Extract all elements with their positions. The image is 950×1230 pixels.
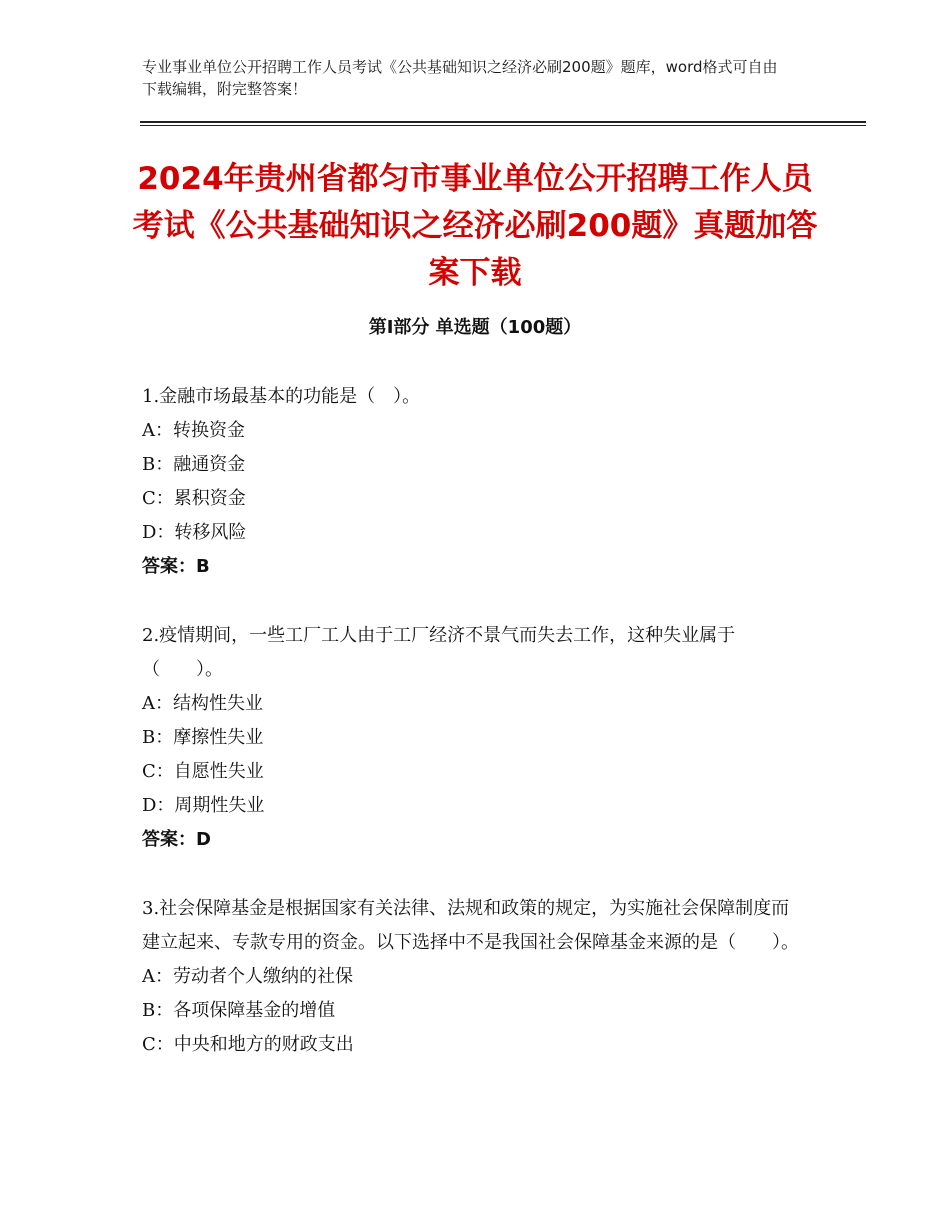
option-d: D：转移风险 <box>142 522 247 543</box>
question-stem: 3.社会保障基金是根据国家有关法律、法规和政策的规定，为实施社会保障制度而建立起来、专款专用的资金。以下选择中不是我国社会保障基金来源的是（ ）。 <box>142 898 799 953</box>
option-b: B：各项保障基金的增值 <box>142 1000 336 1021</box>
document-title: 2024年贵州省都匀市事业单位公开招聘工作人员考试《公共基础知识之经济必刷200题》真题加答案下载 <box>132 161 818 291</box>
question-3 <box>142 892 802 1062</box>
option-a: A：劳动者个人缴纳的社保 <box>142 966 353 987</box>
section-heading: 第I部分 单选题（100题） <box>368 317 582 338</box>
option-d: D：周期性失业 <box>142 795 265 816</box>
option-c: C：中央和地方的财政支出 <box>142 1034 354 1055</box>
option-c: C：累积资金 <box>142 488 246 509</box>
option-c: C：自愿性失业 <box>142 761 264 782</box>
option-b: B：融通资金 <box>142 454 246 475</box>
question-1 <box>142 380 802 584</box>
answer: 答案：D <box>142 829 211 850</box>
header-note: 专业事业单位公开招聘工作人员考试《公共基础知识之经济必刷200题》题库，word格式可自由下载编辑，附完整答案！ <box>142 58 778 98</box>
option-b: B：摩擦性失业 <box>142 727 264 748</box>
question-stem: 2.疫情期间，一些工厂工人由于工厂经济不景气而失去工作，这种失业属于（ ）。 <box>142 625 736 680</box>
header-divider-thin-line <box>140 125 866 126</box>
header-divider <box>140 121 866 126</box>
header-divider-thick-line <box>140 121 866 123</box>
question-stem: 1.金融市场最基本的功能是（ ）。 <box>142 386 421 407</box>
option-a: A：转换资金 <box>142 420 245 441</box>
answer: 答案：B <box>142 556 210 577</box>
question-2 <box>142 619 802 857</box>
option-a: A：结构性失业 <box>142 693 263 714</box>
